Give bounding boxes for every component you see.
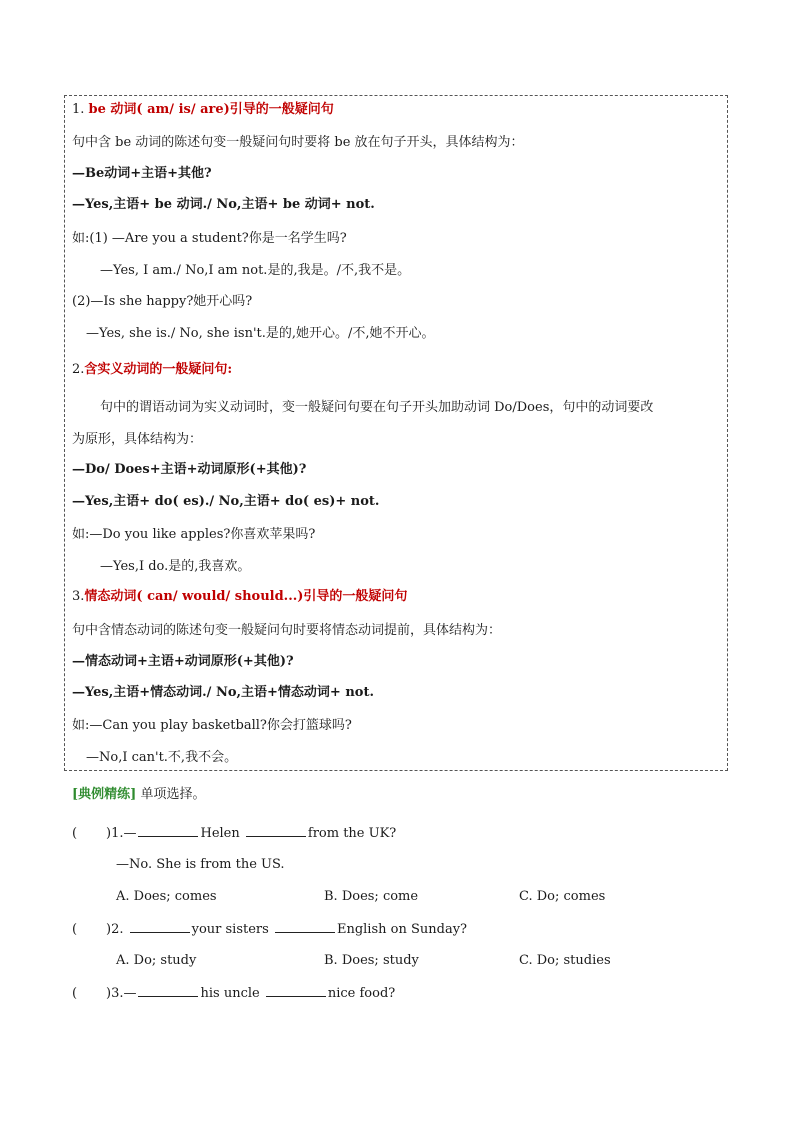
question-1: [72, 824, 396, 843]
section2-desc-line1: 句中的谓语动词为实义动词时，变一般疑问句要在句子开头加助动词 Do/Does，句中的动词要改: [100, 400, 654, 415]
answer-blank[interactable]: [246, 824, 306, 837]
section2-example-answer: —Yes,I do.是的,我喜欢。: [100, 559, 251, 574]
question-3: [72, 984, 395, 1003]
section2-number: 2.: [72, 362, 85, 377]
section2-heading: [72, 361, 232, 379]
section1-desc: 句中含 be 动词的陈述句变一般疑问句时要将 be 放在句子开头，具体结构为：: [72, 135, 524, 150]
question-number: )1.—: [106, 826, 137, 841]
answer-paren[interactable]: (: [72, 986, 78, 1001]
q1-option-a[interactable]: A. Does; comes: [116, 889, 217, 904]
section1-struct2: —Yes,主语+ be 动词./ No,主语+ be 动词+ not.: [72, 197, 375, 212]
practice-heading: [72, 786, 205, 804]
section2-example-question: 如:—Do you like apples?你喜欢苹果吗?: [72, 527, 316, 542]
section1-struct1: —Be动词+主语+其他?: [72, 166, 212, 181]
answer-blank[interactable]: [138, 824, 198, 837]
question-1-line2: —No. She is from the US.: [116, 857, 285, 872]
section1-example2-answer: —Yes, she is./ No, she isn't.是的,她开心。/不,她不开心。: [86, 326, 435, 341]
section3-struct2: —Yes,主语+情态动词./ No,主语+情态动词+ not.: [72, 685, 375, 700]
section3-desc: 句中含情态动词的陈述句变一般疑问句时要将情态动词提前，具体结构为：: [72, 623, 502, 638]
q2-option-c[interactable]: C. Do; studies: [519, 953, 611, 968]
section1-example2-question: (2)—Is she happy?她开心吗?: [72, 294, 253, 309]
section2-struct2: —Yes,主语+ do( es)./ No,主语+ do( es)+ not.: [72, 494, 380, 509]
q1-option-b[interactable]: B. Does; come: [324, 889, 419, 904]
section2-struct1: —Do/ Does+主语+动词原形(+其他)?: [72, 462, 307, 477]
section3-title: 情态动词( can/ would/ should...)引导的一般疑问句: [84, 589, 408, 604]
question-number: )3.—: [106, 986, 137, 1001]
section1-example1-question: 如:(1) —Are you a student?你是一名学生吗?: [72, 231, 347, 246]
practice-instruction: 单项选择。: [140, 787, 206, 802]
section3-example-answer: —No,I can't.不,我不会。: [86, 750, 238, 765]
practice-tag: [典例精练]: [72, 787, 137, 802]
question-text: your sisters: [191, 922, 269, 937]
section2-desc-line2: 为原形，具体结构为：: [72, 432, 203, 447]
answer-paren[interactable]: (: [72, 826, 78, 841]
answer-paren[interactable]: (: [72, 922, 78, 937]
answer-blank[interactable]: [130, 920, 190, 933]
question-2: [72, 920, 467, 939]
answer-blank[interactable]: [266, 984, 326, 997]
section3-number: 3.: [72, 589, 85, 604]
question-text: Helen: [200, 826, 240, 841]
section1-heading: [72, 101, 334, 119]
answer-blank[interactable]: [275, 920, 335, 933]
section3-struct1: —情态动词+主语+动词原形(+其他)?: [72, 654, 294, 669]
question-number: )2.: [106, 922, 124, 937]
section1-title: be 动词( am/ is/ are)引导的一般疑问句: [88, 102, 334, 117]
section1-number: 1.: [72, 102, 85, 117]
q1-option-c[interactable]: C. Do; comes: [519, 889, 606, 904]
question-text: his uncle: [200, 986, 260, 1001]
section3-example-question: 如:—Can you play basketball?你会打篮球吗?: [72, 718, 352, 733]
q2-option-a[interactable]: A. Do; study: [116, 953, 197, 968]
question-text: from the UK?: [307, 826, 397, 841]
section2-title: 含实义动词的一般疑问句:: [84, 362, 233, 377]
question-text: nice food?: [327, 986, 396, 1001]
answer-blank[interactable]: [138, 984, 198, 997]
q2-option-b[interactable]: B. Does; study: [324, 953, 419, 968]
question-text: English on Sunday?: [336, 922, 468, 937]
section1-example1-answer: —Yes, I am./ No,I am not.是的,我是。/不,我不是。: [100, 263, 411, 278]
section3-heading: [72, 588, 407, 606]
